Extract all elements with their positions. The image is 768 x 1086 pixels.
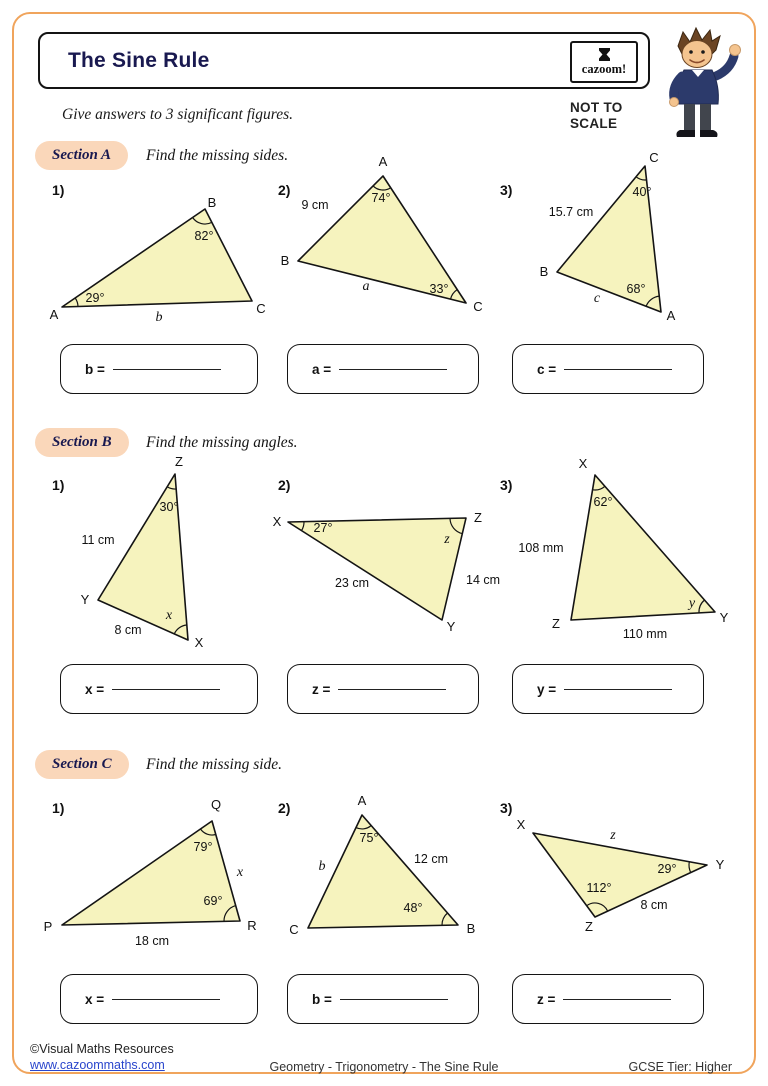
not-to-scale-line2: SCALE <box>570 116 618 131</box>
answer-label: a = <box>312 361 332 377</box>
vertex-label: X <box>578 456 588 471</box>
answer-blank <box>339 369 447 370</box>
answer-blank <box>112 999 220 1000</box>
footer-topic: Geometry - Trigonometry - The Sine Rule <box>269 1060 499 1074</box>
answer-blank <box>113 369 221 370</box>
angle-label: 40° <box>632 185 652 199</box>
mascot-eye <box>701 50 705 54</box>
section-c-instruction: Find the missing side. <box>146 756 283 773</box>
triangle-c2 <box>270 793 505 953</box>
vertex-label: A <box>378 156 388 169</box>
vertex-label: Q <box>210 797 222 812</box>
problem-number-b2: 2) <box>278 477 291 493</box>
vertex-label: A <box>49 307 59 322</box>
side-label: x <box>236 865 244 880</box>
answer-box-b2 <box>287 664 479 714</box>
answer-label: b = <box>312 991 332 1007</box>
vertex-label: X <box>194 635 204 650</box>
mascot-shoe <box>676 130 695 137</box>
side-label: a <box>362 279 370 294</box>
triangle-shape <box>308 815 458 928</box>
vertex-label: R <box>247 918 257 933</box>
vertex-label: C <box>256 301 266 316</box>
vertex-label: B <box>280 253 290 268</box>
side-measure-label: 108 mm <box>518 541 564 555</box>
mascot-shoe <box>700 130 718 137</box>
vertex-label: B <box>466 921 476 936</box>
angle-label: 30° <box>159 500 179 514</box>
problem-number-a2: 2) <box>278 182 291 198</box>
mascot-hand <box>730 45 741 56</box>
vertex-label: Y <box>446 619 456 634</box>
vertex-label: Y <box>719 610 729 625</box>
triangle-shape <box>62 821 240 925</box>
vertex-label: A <box>666 308 676 323</box>
not-to-scale-label <box>570 100 623 132</box>
angle-label: z <box>444 532 450 547</box>
answer-blank <box>340 999 448 1000</box>
vertex-label: Z <box>552 616 560 631</box>
side-measure-label: 8 cm <box>114 623 142 637</box>
footer-tier: GCSE Tier: Higher <box>628 1060 732 1074</box>
answer-label: z = <box>537 991 556 1007</box>
problem-number-a3: 3) <box>500 182 513 198</box>
problem-number-b3: 3) <box>500 477 513 493</box>
side-measure-label: 11 cm <box>81 533 115 547</box>
triangle-a2 <box>270 156 500 314</box>
vertex-label: B <box>207 195 217 210</box>
mascot-head <box>682 41 712 68</box>
vertex-label: P <box>43 919 53 934</box>
angle-label: 29° <box>85 291 105 305</box>
cazoom-logo-text: cazoom! <box>581 61 627 76</box>
problem-number-c1: 1) <box>52 800 65 816</box>
section-b-instruction: Find the missing angles. <box>146 434 298 451</box>
angle-label: 79° <box>193 840 213 854</box>
triangle-shape <box>533 833 707 917</box>
answer-label: y = <box>537 681 557 697</box>
answer-box-b1 <box>60 664 258 714</box>
vertex-label: Z <box>585 919 593 934</box>
cazoom-logo <box>570 41 638 83</box>
side-label: b <box>318 859 326 874</box>
header <box>38 32 650 89</box>
section-a-label: Section A <box>35 141 128 170</box>
vertex-label: C <box>473 299 483 314</box>
vertex-label: Z <box>175 454 183 469</box>
answer-box-a1 <box>60 344 258 394</box>
vertex-label: C <box>649 150 659 165</box>
section-a-instruction: Find the missing sides. <box>146 147 289 164</box>
mascot-arm <box>716 56 734 76</box>
angle-label: 75° <box>359 831 379 845</box>
answer-label: b = <box>85 361 105 377</box>
mascot-leg <box>684 104 695 130</box>
problem-number-c2: 2) <box>278 800 291 816</box>
side-measure-label: 8 cm <box>640 898 668 912</box>
triangle-c1 <box>40 793 275 953</box>
vertex-label: A <box>357 793 367 808</box>
vertex-label: C <box>289 922 299 937</box>
mascot-leg <box>700 104 711 130</box>
side-label: b <box>155 310 163 325</box>
side-measure-label: 18 cm <box>134 934 170 948</box>
triangle-b1 <box>40 454 270 650</box>
section-c-label: Section C <box>35 750 129 779</box>
vertex-label: B <box>539 264 549 279</box>
answer-box-b3 <box>512 664 704 714</box>
answer-box-a3 <box>512 344 704 394</box>
side-label: z <box>610 828 616 843</box>
side-measure-label: 15.7 cm <box>548 205 594 219</box>
mascot-eye <box>689 50 693 54</box>
problem-number-c3: 3) <box>500 800 513 816</box>
answer-blank <box>564 689 672 690</box>
vertex-label: Z <box>474 510 482 525</box>
cazoom-logo-icon <box>597 48 612 61</box>
angle-label: 74° <box>371 191 391 205</box>
side-measure-label: 23 cm <box>334 576 370 590</box>
footer-website-link[interactable]: www.cazoommaths.com <box>30 1058 165 1072</box>
triangle-b2 <box>270 460 505 640</box>
footer-copyright: ©Visual Maths Resources <box>30 1042 174 1056</box>
problem-number-b1: 1) <box>52 477 65 493</box>
angle-label: 82° <box>194 229 214 243</box>
angle-label: 62° <box>593 495 613 509</box>
answer-blank <box>564 369 672 370</box>
answer-box-c2 <box>287 974 479 1024</box>
answer-blank <box>112 689 220 690</box>
angle-label: 33° <box>429 282 449 296</box>
not-to-scale-line1: NOT TO <box>570 100 623 115</box>
answer-label: x = <box>85 681 105 697</box>
triangle-b3 <box>495 456 730 646</box>
side-measure-label: 110 mm <box>622 627 668 641</box>
triangle-shape <box>98 474 188 640</box>
mascot-hand <box>670 98 679 107</box>
answer-blank <box>563 999 671 1000</box>
answer-box-c1 <box>60 974 258 1024</box>
side-measure-label: 9 cm <box>301 198 329 212</box>
angle-label: x <box>165 608 173 623</box>
answers-instruction: Give answers to 3 significant figures. <box>62 106 294 123</box>
side-label: c <box>593 291 601 306</box>
angle-label: 48° <box>403 901 423 915</box>
vertex-label: Y <box>80 592 90 607</box>
side-measure-label: 12 cm <box>413 852 449 866</box>
vertex-label: X <box>272 514 282 529</box>
triangle-a1 <box>47 195 277 335</box>
answer-label: x = <box>85 991 105 1007</box>
triangle-c3 <box>495 795 730 945</box>
angle-label: 27° <box>313 521 333 535</box>
answer-label: z = <box>312 681 331 697</box>
side-measure-label: 14 cm <box>466 573 501 587</box>
page-title: The Sine Rule <box>68 48 210 72</box>
answer-label: c = <box>537 361 557 377</box>
vertex-label: X <box>516 817 526 832</box>
angle-label: 112° <box>586 881 612 895</box>
vertex-label: Y <box>715 857 725 872</box>
mascot-illustration <box>650 24 746 142</box>
triangle-a3 <box>495 150 725 324</box>
answer-blank <box>338 689 446 690</box>
answer-box-a2 <box>287 344 479 394</box>
angle-label: 69° <box>203 894 223 908</box>
section-b-label: Section B <box>35 428 129 457</box>
angle-label: 68° <box>626 282 646 296</box>
problem-number-a1: 1) <box>52 182 65 198</box>
answer-box-c3 <box>512 974 704 1024</box>
angle-label: y <box>688 596 696 611</box>
angle-label: 29° <box>657 862 677 876</box>
